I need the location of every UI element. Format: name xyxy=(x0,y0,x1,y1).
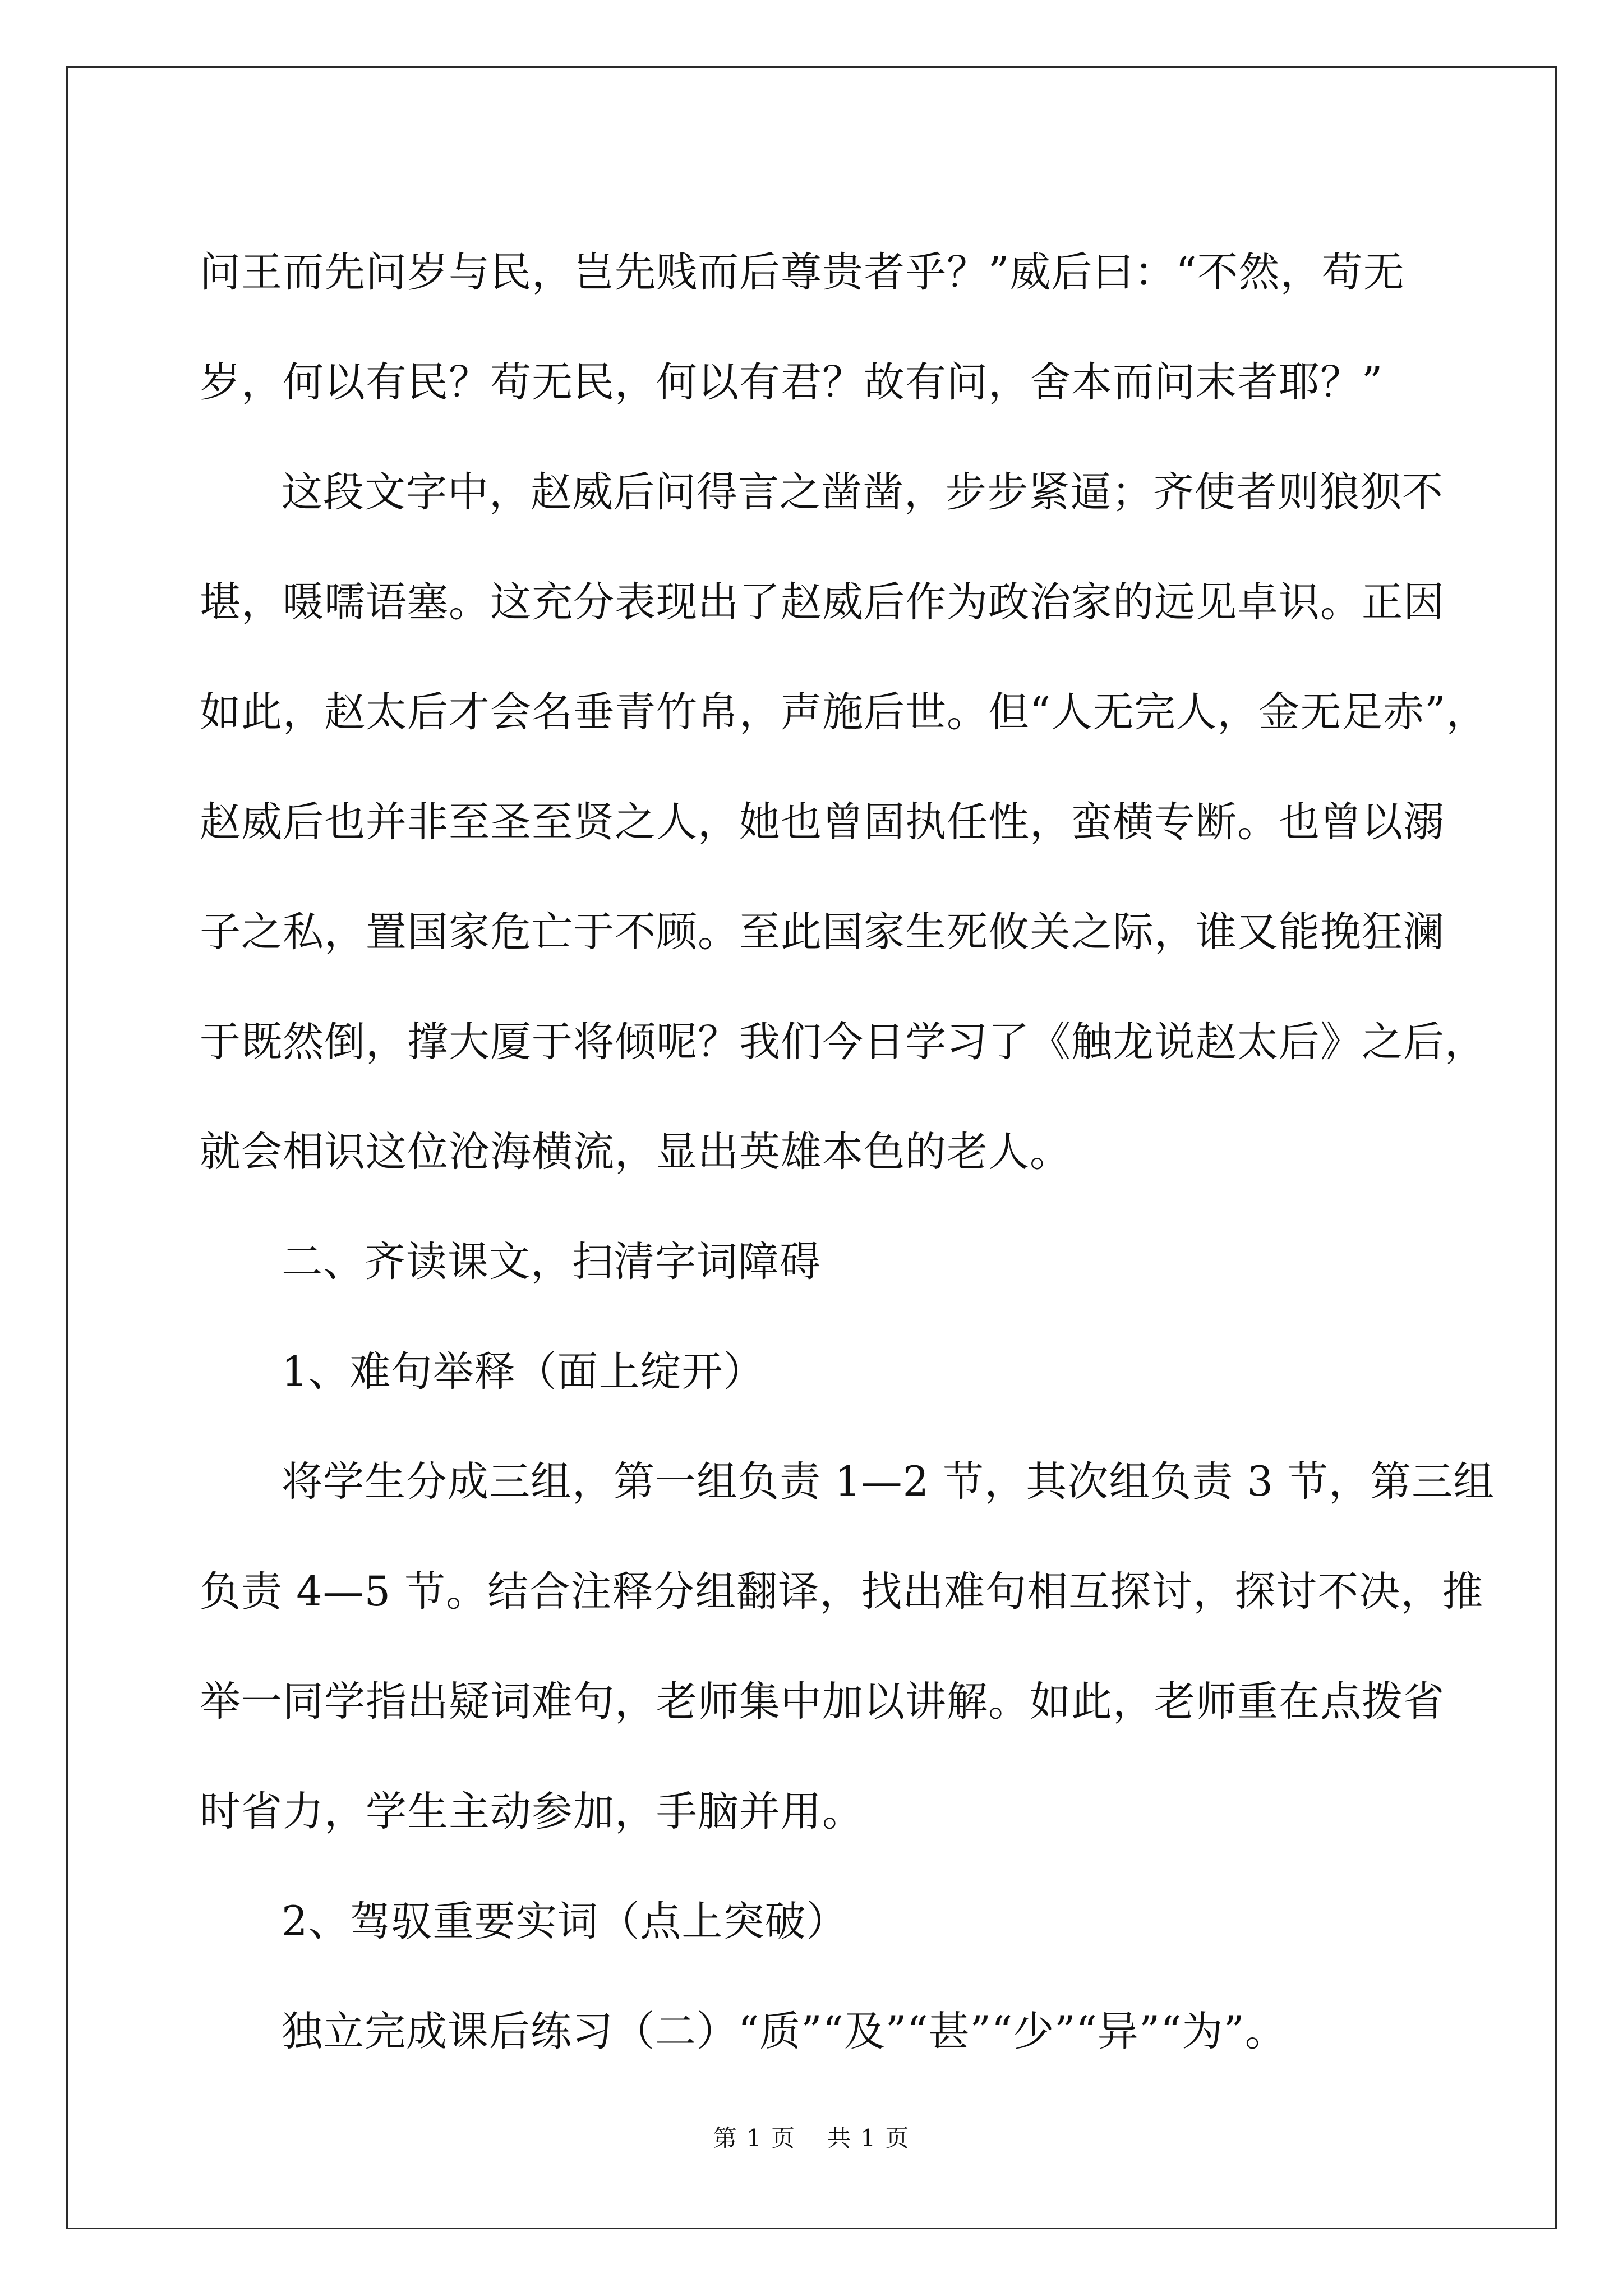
text-line: 岁，何以有民？苟无民，何以有君？故有问，舍本而问末者耶？” xyxy=(200,358,1384,406)
subsection-heading: 1、难句举释（面上绽开） xyxy=(282,1348,765,1396)
text-line: 子之私，置国家危亡于不顾。至此国家生死攸关之际，谁又能挽狂澜 xyxy=(200,908,1445,956)
text-line: 就会相识这位沧海横流，显出英雄本色的老人。 xyxy=(200,1128,1071,1176)
page-footer xyxy=(0,2122,1623,2155)
paragraph-start: 将学生分成三组，第一组负责 1—2 节，其次组负责 3 节，第三组 xyxy=(282,1458,1495,1506)
text-line: 举一同学指出疑词难句，老师集中加以讲解。如此，老师重在点拨省 xyxy=(200,1678,1445,1726)
text-line: 问王而先问岁与民，岂先贱而后尊贵者乎？”威后曰：“不然，苟无 xyxy=(200,249,1405,296)
document-body xyxy=(200,218,1495,2087)
page-total: 共 1 页 xyxy=(827,2124,910,2152)
text-line: 赵威后也并非至圣至贤之人，她也曾固执任性，蛮横专断。也曾以溺 xyxy=(200,798,1445,846)
text-line: 负责 4—5 节。结合注释分组翻译，找出难句相互探讨，探讨不决，推 xyxy=(200,1568,1484,1616)
section-heading: 二、齐读课文，扫清字词障碍 xyxy=(282,1238,821,1286)
text-line: 如此，赵太后才会名垂青竹帛，声施后世。但“人无完人，金无足赤”， xyxy=(200,688,1488,736)
page-number: 第 1 页 xyxy=(713,2124,796,2152)
paragraph-start: 这段文字中，赵威后问得言之凿凿，步步紧逼；齐使者则狼狈不 xyxy=(282,468,1444,516)
paragraph-start: 独立完成课后练习（二）“质”“及”“甚”“少”“异”“为”。 xyxy=(282,2008,1287,2055)
text-line: 堪，嗫嚅语塞。这充分表现出了赵威后作为政治家的远见卓识。正因 xyxy=(200,578,1445,626)
subsection-heading: 2、驾驭重要实词（点上突破） xyxy=(282,1898,848,1945)
text-line: 于既然倒，撑大厦于将倾呢？我们今日学习了《触龙说赵太后》之后， xyxy=(200,1018,1486,1066)
text-line: 时省力，学生主动参加，手脑并用。 xyxy=(200,1788,864,1835)
